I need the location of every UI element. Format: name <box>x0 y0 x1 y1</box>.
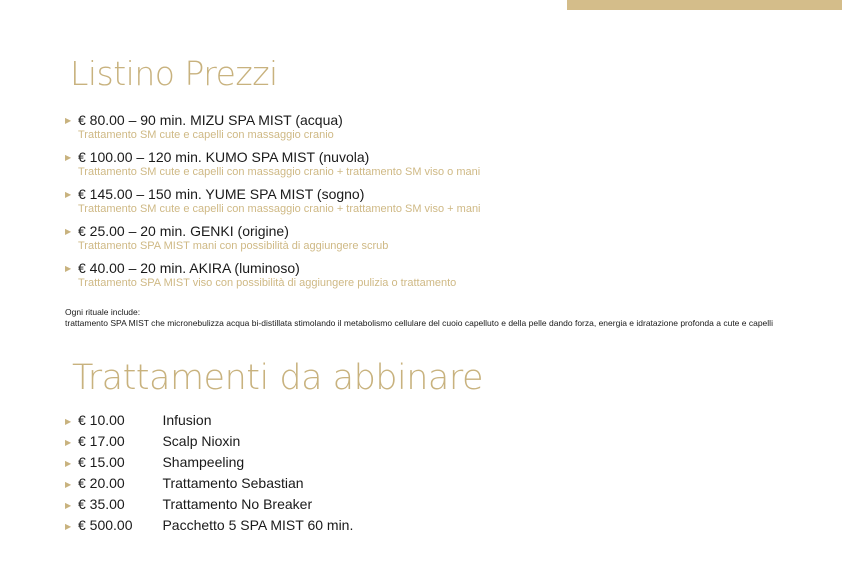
addons-title: Trattamenti da abbinare <box>72 358 484 398</box>
price-item-genki <box>64 223 481 260</box>
addon-price: € 35.00 <box>78 496 125 512</box>
triangle-right-bullet-icon: ▶ <box>65 501 72 510</box>
price-item-description: Trattamento SM cute e capelli con massaggio cranio + trattamento SM viso o mani <box>78 166 481 178</box>
triangle-right-bullet-icon: ▶ <box>65 227 72 236</box>
price-item-title: € 80.00 – 90 min. MIZU SPA MIST (acqua) <box>78 112 343 128</box>
triangle-right-bullet-icon: ▶ <box>65 417 72 426</box>
addon-name: Pacchetto 5 SPA MIST 60 min. <box>162 517 354 533</box>
triangle-right-bullet-icon: ▶ <box>65 190 72 199</box>
triangle-right-bullet-icon: ▶ <box>65 522 72 531</box>
top-accent-bar <box>567 0 842 10</box>
price-item-title: € 100.00 – 120 min. KUMO SPA MIST (nuvola) <box>78 149 370 165</box>
ritual-note <box>65 307 785 329</box>
triangle-right-bullet-icon: ▶ <box>65 264 72 273</box>
addon-price: € 20.00 <box>78 475 125 491</box>
note-text: trattamento SPA MIST che micronebulizza acqua bi-distillata stimolando il metabolismo cellulare del cuoio capelluto e della pelle dando forza, energia e idratazione profonda a cute e capelli <box>65 318 773 328</box>
triangle-right-bullet-icon: ▶ <box>65 438 72 447</box>
addons-list <box>64 410 353 536</box>
price-list-title: Listino Prezzi <box>70 54 278 93</box>
addon-name: Infusion <box>162 412 212 428</box>
addon-name: Scalp Nioxin <box>162 433 241 449</box>
note-title: Ogni rituale include: <box>65 307 141 317</box>
price-list <box>64 112 481 297</box>
price-item-kumo <box>64 149 481 186</box>
triangle-right-bullet-icon: ▶ <box>65 153 72 162</box>
addon-item-infusion <box>64 410 353 431</box>
triangle-right-bullet-icon: ▶ <box>65 459 72 468</box>
addon-price: € 15.00 <box>78 454 125 470</box>
price-item-yume <box>64 186 481 223</box>
addon-price: € 500.00 <box>78 517 133 533</box>
price-item-akira <box>64 260 481 297</box>
price-item-description: Trattamento SPA MIST mani con possibilità di aggiungere scrub <box>78 240 389 252</box>
triangle-right-bullet-icon: ▶ <box>65 116 72 125</box>
price-item-description: Trattamento SM cute e capelli con massaggio cranio <box>78 129 334 141</box>
price-item-description: Trattamento SM cute e capelli con massaggio cranio + trattamento SM viso + mani <box>78 203 481 215</box>
addon-name: Trattamento Sebastian <box>162 475 304 491</box>
price-item-title: € 25.00 – 20 min. GENKI (origine) <box>78 223 289 239</box>
price-item-mizu <box>64 112 481 149</box>
price-item-title: € 40.00 – 20 min. AKIRA (luminoso) <box>78 260 300 276</box>
price-item-title: € 145.00 – 150 min. YUME SPA MIST (sogno) <box>78 186 365 202</box>
addon-item-scalp-nioxin <box>64 431 353 452</box>
addon-item-no-breaker <box>64 494 353 515</box>
addon-item-sebastian <box>64 473 353 494</box>
addon-name: Trattamento No Breaker <box>162 496 313 512</box>
addon-name: Shampeeling <box>162 454 245 470</box>
addon-price: € 17.00 <box>78 433 125 449</box>
price-item-description: Trattamento SPA MIST viso con possibilità di aggiungere pulizia o trattamento <box>78 277 457 289</box>
addon-item-shampeeling <box>64 452 353 473</box>
addon-item-pacchetto <box>64 515 353 536</box>
addon-price: € 10.00 <box>78 412 125 428</box>
triangle-right-bullet-icon: ▶ <box>65 480 72 489</box>
